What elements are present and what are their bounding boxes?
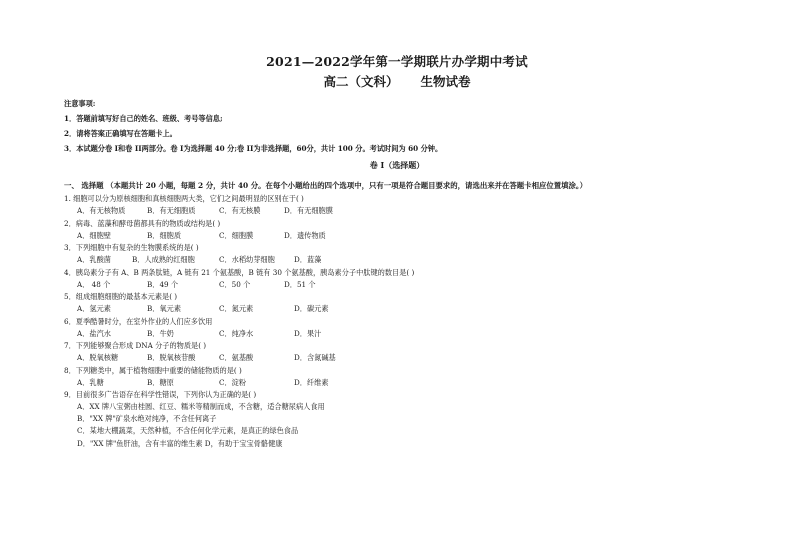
option-d: D．纤维素 [294, 377, 329, 387]
notes-heading: 注意事项: [64, 99, 96, 108]
option-c: C．淀粉 [219, 377, 247, 387]
option-c: C．50 个 [219, 279, 251, 289]
option-a: A．XX 牌八宝粥由桂圆、红豆、糯米等精制而成，不含糖，适合糖尿病人食用 [77, 402, 325, 411]
question-stem: 5．组成细胞细胞的最基本元素是( ) [64, 292, 178, 301]
question-stem: 2．病毒、蓝藻和酵母菌都具有的物质或结构是( ) [64, 218, 221, 228]
question-stem: 4．胰岛素分子有 A、B 两条肽链，A 链有 21 个氨基酸，B 链有 30 个氨基酸，胰岛素分子中肽键的数目是( ) [64, 267, 415, 277]
option-a: A．有无核物质 [77, 206, 126, 215]
question-options [64, 230, 414, 243]
option-d: D．果汁 [294, 328, 322, 338]
question-stem: 6．夏季酷暑时分，在室外作业的人们应多饮用 [64, 316, 213, 326]
option-d: D．碳元素 [294, 304, 329, 313]
notes-block [64, 96, 442, 156]
option-d: D．51 个 [284, 279, 316, 289]
option-a: A．氢元素 [77, 304, 111, 313]
option-b: B．49 个 [147, 279, 179, 289]
option-c: C．水稻幼芽细胞 [219, 255, 275, 264]
option-c: C．某地大棚蔬菜，天然种植，不含任何化学元素，是真正的绿色食品 [77, 426, 299, 436]
option-a: A．乳酸菌 [77, 255, 111, 264]
option-d: D．"XX 牌"鱼肝油，含有丰富的维生素 D，有助于宝宝骨骼健康 [77, 438, 283, 448]
question-6 [64, 316, 414, 341]
option-a: A．乳糖 [77, 377, 104, 387]
question-9 [64, 389, 414, 450]
question-5 [64, 291, 414, 316]
option-a: A．细胞壁 [77, 230, 111, 240]
option-d: D．有无细胞膜 [284, 206, 333, 215]
section-title: 卷 I（选择题） [369, 160, 425, 170]
note-item: 2．请将答案正确填写在答题卡上。 [64, 129, 177, 138]
question-stem: 9．目前很多广告语存在科学性错误，下列你认为正确的是( ) [64, 390, 257, 399]
question-options [64, 377, 414, 390]
option-a: A．盐汽水 [77, 328, 111, 338]
question-options [64, 303, 414, 316]
option-b: B．细胞质 [147, 230, 182, 240]
question-stem: 7．下列能够聚合形成 DNA 分子的物质是( ) [64, 341, 207, 350]
question-7 [64, 340, 414, 365]
option-b: B．"XX 牌"矿泉水绝对纯净，不含任何离子 [77, 414, 217, 424]
option-b: B．糖原 [147, 377, 174, 387]
grade-label: 高二（文科） [323, 74, 399, 89]
question-options [64, 205, 414, 218]
section-instruction: 一、 选择题 （本题共计 20 小题，每题 2 分，共计 40 分。在每个小题给出的四个选项中，只有一项是符合题目要求的，请选出来并在答题卡相应位置填涂。） [64, 181, 587, 190]
option-c: C．氮元素 [219, 304, 254, 313]
question-2 [64, 218, 414, 243]
question-options [64, 254, 414, 267]
exam-title: 2021—2022学年第一学期联片办学期中考试 [266, 54, 528, 69]
option-c: C．纯净水 [219, 328, 254, 338]
option-c: C．有无核膜 [219, 206, 261, 215]
question-8 [64, 365, 414, 390]
option-b: B．人成熟的红细胞 [132, 255, 195, 264]
option-b: B．氧元素 [147, 304, 182, 313]
question-options [64, 279, 414, 292]
option-d: D．含氮碱基 [294, 353, 336, 362]
option-d: D．蓝藻 [294, 255, 322, 264]
question-stem: 1. 细胞可以分为原核细胞和真核细胞两大类，它们之间最明显的区别在于( ) [64, 194, 304, 203]
option-a: A．脱氧核糖 [77, 353, 119, 362]
question-options [64, 352, 414, 365]
question-stem: 8．下列糖类中，属于植物细胞中重要的储能物质的是( ) [64, 365, 242, 375]
option-c: C．细胞膜 [219, 230, 254, 240]
option-b: B．牛奶 [147, 328, 174, 338]
question-options [64, 328, 414, 341]
option-c: C．氨基酸 [219, 353, 254, 362]
question-stem: 3．下列细胞中有复杂的生物膜系统的是( ) [64, 243, 199, 252]
question-list [64, 193, 414, 450]
question-1 [64, 193, 414, 218]
option-d: D．遗传物质 [284, 230, 326, 240]
note-item: 1．答题前填写好自己的姓名、班级、考号等信息; [64, 114, 223, 123]
note-item: 3．本试题分卷 I和卷 II两部分。卷 I为选择题 40 分;卷 II为非选择题，60分，共计 100 分。考试时间为 60 分钟。 [64, 144, 443, 153]
question-3 [64, 242, 414, 267]
exam-subtitle [0, 72, 794, 90]
question-4 [64, 267, 414, 292]
option-a: A． 48 个 [77, 279, 111, 289]
option-b: B．有无细胞质 [147, 206, 196, 215]
option-b: B．脱氧核苷酸 [147, 353, 196, 362]
subject-label: 生物试卷 [420, 74, 471, 89]
